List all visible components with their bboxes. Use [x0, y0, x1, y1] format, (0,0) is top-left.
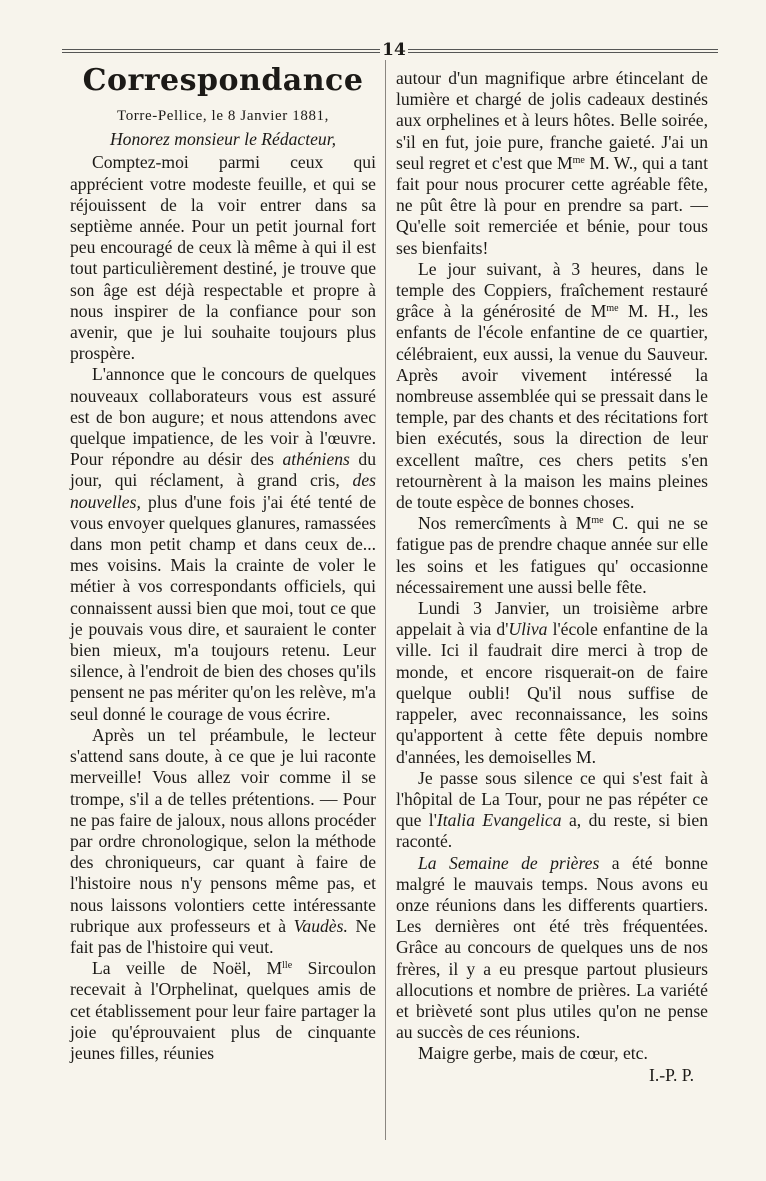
signature: I.-P. P.	[649, 1064, 694, 1085]
article-title: Correspondance	[82, 63, 364, 98]
column-divider	[385, 60, 386, 1140]
left-column	[70, 62, 376, 1064]
paragraph: Comptez-moi parmi ceux qui apprécient votre modeste feuille, et qui se réjouissent de la voir entrer dans sa septième année. Pour un petit journal fort peu encouragé de ceux là même à qui il est tout particulièrement destiné, je trouve que son âge est déjà respectable et propre à nous inspirer de la confiance pour son avenir, que je lui souhaite toujours plus prospère.	[70, 152, 376, 364]
paragraph: autour d'un magnifique arbre étincelant de lumière et chargé de jolis cadeaux destinés aux orphelines et à leurs hôtes. Belle soirée, s'il en fut, joie pure, franche gaieté. J'ai un seul regret et c'est que $M^{me}$ M. W., qui a tant fait pour nous procurer cette agréable fête, ne pût être là pour en prendre sa part. — Qu'elle soit remerciée et bénie, pour tous ses bienfaits!	[396, 68, 708, 258]
paragraph: Nos remercîments à $M^{me}$ C. qui ne se fatigue pas de prendre chaque année sur elle les soins et les fatigues qu' occasionne nécessairement une aussi belle fête.	[396, 513, 708, 597]
paragraph: La veille de Noël, $M^{lle}$ Sircoulon recevait à l'Orphelinat, quelques amis de cet établissement pour leur faire partager la joie qu'éprouvaient plus de cinquante jeunes filles, réunies	[70, 958, 376, 1063]
closing-line: Maigre gerbe, mais de cœur, etc.	[418, 1043, 648, 1064]
paragraph: Je passe sous silence ce qui s'est fait à l'hôpital de La Tour, pour ne pas répéter ce que l'Italia Evangelica a, du reste, si bien raconté.	[396, 767, 709, 852]
right-column	[396, 68, 708, 1086]
header-rule-right	[408, 49, 718, 53]
dateline: Torre-Pellice, le 8 Janvier 1881,	[116, 108, 330, 124]
paragraph: L'annonce que le concours de quelques nouveaux collaborateurs vous est assuré est de bon augure; et nous attendons avec quelque impatience, de les voir à l'œuvre. Pour répondre au désir des athéniens du jour, qui réclament, à grand cris, des nouvelles, plus d'une fois j'ai été tenté de vous envoyer quelques glanures, ramassées dans mon petit champ et dans ceux de... mes voisins. Mais la crainte de voler le métier à vos correspondants officiels, qui connaissent aussi bien que moi, tout ce que je pouvais vous dire, et sauraient le conter bien mieux, m'a toujours retenu. Leur silence, à l'endroit de bien des choses qu'ils pensent ne pas mériter qu'on les relève, m'a seul donné le courage de vous écrire.	[70, 364, 376, 724]
salutation: Honorez monsieur le Rédacteur,	[109, 129, 337, 150]
page-number: 14	[382, 40, 406, 60]
paragraph: La Semaine de prières a été bonne malgré le mauvais temps. Nous avons eu onze réunions dans les differents quartiers. Les dernières ont été très fréquentées. Grâce au concours de quelques uns de nos frères, il y a eu presque partout plusieurs allocutions et nombre de prières. La variété et brièveté sont plus utiles qu'on ne pense au succès de ces réunions.	[396, 852, 708, 1043]
header-rule-left	[62, 49, 380, 53]
paragraph: Après un tel préambule, le lecteur s'attend sans doute, à ce que je lui raconte merveille! Vous allez voir comme il se trompe, s'il a de telles prétentions. — Pour ne pas faire de jaloux, nous allons procéder par ordre chronologique, selon la méthode des chroniqueurs, car quant à faire de l'histoire nous n'y pensons même pas, et nous laissons volontiers cette intéressante rubrique aux professeurs et à Vaudès. Ne fait pas de l'histoire qui veut.	[70, 724, 376, 957]
paragraph: Lundi 3 Janvier, un troisième arbre appelait à via d'Uliva l'école enfantine de la ville. Ici il faudrait dire merci à trop de monde, et encore risquerait-on de faire quelque oubli! Qu'il nous suffise de rappeler, avec reconnaissance, les soins qu'apportent à cette fête depuis nombre d'années, les demoiselles M.	[396, 598, 708, 767]
paragraph: Le jour suivant, à 3 heures, dans le temple des Coppiers, fraîchement restauré grâce à la générosité de $M^{me}$ M. H., les enfants de l'école enfantine de ce quartier, célébraient, eux aussi, la venue du Sauveur. Après avoir vivement intéressé la nombreuse assemblée qui se pressait dans le temple, par des chants et des récitations fort bien exécutés, sous la direction de leur excellent maître, ces chers petits s'en retournèrent à la maison les mains pleines de toute espèce de bonnes choses.	[396, 258, 708, 513]
